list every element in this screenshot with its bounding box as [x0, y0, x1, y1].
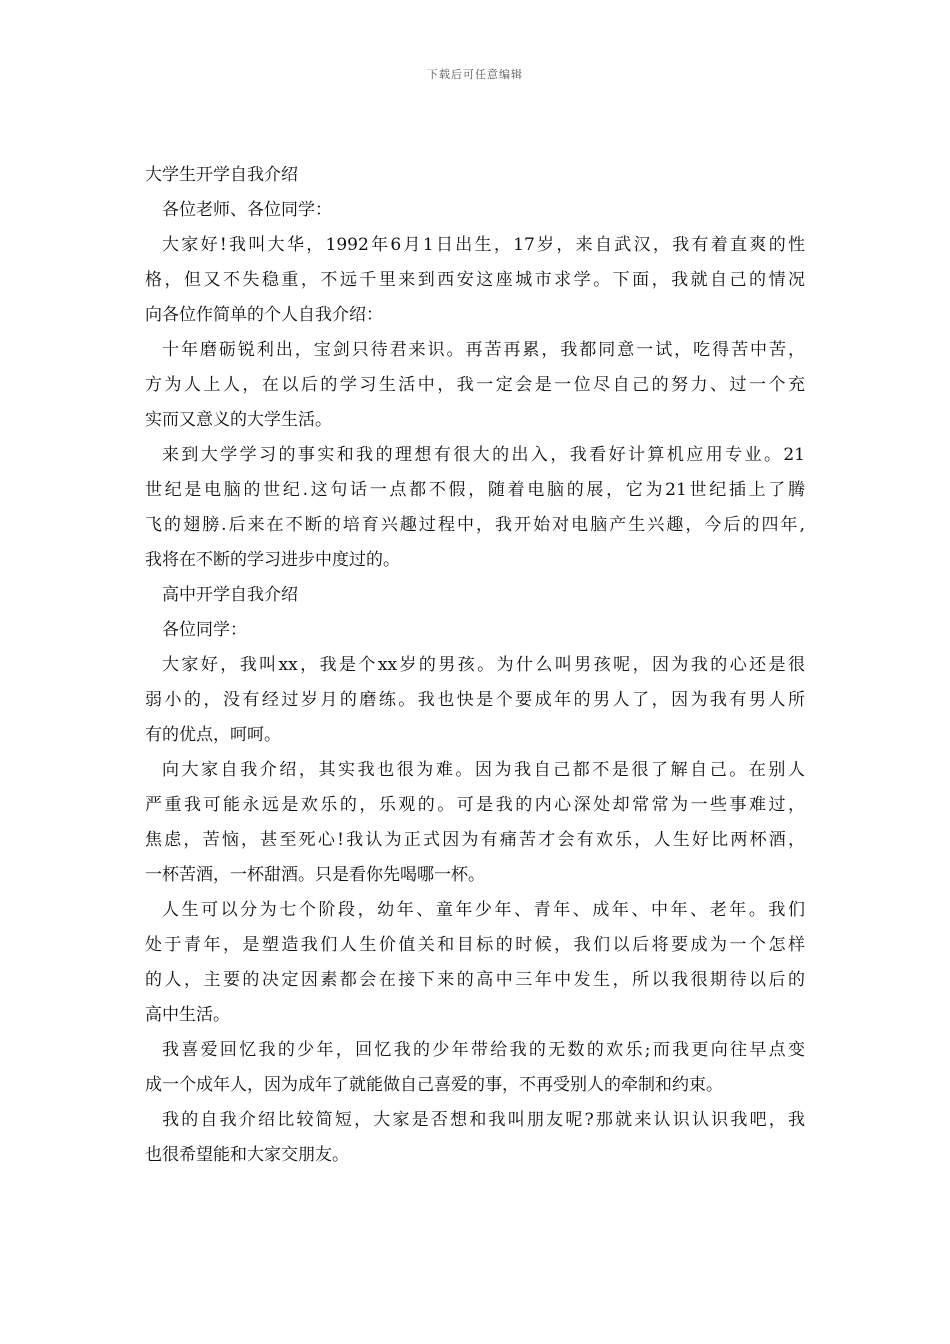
text-line: 各位同学： — [162, 620, 247, 640]
text-line: 大家好!我叫大华，1992年6月1日出生，17岁，来自武汉，我有着直爽的性 — [162, 235, 805, 255]
text-line: 也很希望能和大家交朋友。 — [145, 1145, 349, 1165]
text-line: 来到大学学习的事实和我的理想有很大的出入，我看好计算机应用专业。21 — [162, 445, 805, 465]
text-line: 大家好，我叫xx，我是个xx岁的男孩。为什么叫男孩呢，因为我的心还是很 — [162, 655, 805, 675]
document-body — [145, 158, 805, 1173]
text-line: 人生可以分为七个阶段，幼年、童年少年、青年、成年、中年、老年。我们 — [162, 900, 805, 920]
text-line: 处于青年，是塑造我们人生价值关和目标的时候，我们以后将要成为一个怎样 — [145, 935, 805, 955]
text-line: 我喜爱回忆我的少年，回忆我的少年带给我的无数的欢乐;而我更向往早点变 — [162, 1040, 805, 1060]
text-line: 世纪是电脑的世纪.这句话一点都不假，随着电脑的展，它为21世纪插上了腾 — [145, 480, 805, 500]
text-line: 向大家自我介绍，其实我也很为难。因为我自己都不是很了解自己。在别人 — [162, 760, 805, 780]
text-line: 向各位作简单的个人自我介绍： — [145, 305, 383, 325]
text-line: 的人，主要的决定因素都会在接下来的高中三年中发生，所以我很期待以后的 — [145, 970, 805, 990]
text-line: 飞的翅膀.后来在不断的培育兴趣过程中，我开始对电脑产生兴趣，今后的四年, — [145, 515, 805, 535]
text-line: 焦虑，苦恼，甚至死心!我认为正式因为有痛苦才会有欢乐，人生好比两杯酒， — [145, 830, 805, 850]
page-header: 下载后可任意编辑 — [427, 68, 523, 81]
text-line: 高中开学自我介绍 — [162, 585, 298, 605]
text-line: 成一个成年人，因为成年了就能做自己喜爱的事，不再受别人的牵制和约束。 — [145, 1075, 723, 1095]
text-line: 严重我可能永远是欢乐的，乐观的。可是我的内心深处却常常为一些事难过， — [145, 795, 805, 815]
text-line: 一杯苦酒，一杯甜酒。只是看你先喝哪一杯。 — [145, 865, 485, 885]
text-line: 弱小的，没有经过岁月的磨练。我也快是个要成年的男人了，因为我有男人所 — [145, 690, 805, 710]
text-line: 十年磨砺锐利出，宝剑只待君来识。再苦再累，我都同意一试，吃得苦中苦， — [162, 340, 805, 360]
text-line: 我将在不断的学习进步中度过的。 — [145, 550, 400, 570]
text-line: 方为人上人，在以后的学习生活中，我一定会是一位尽自己的努力、过一个充 — [145, 375, 805, 395]
text-line: 大学生开学自我介绍 — [145, 165, 298, 185]
text-line: 各位老师、各位同学： — [162, 200, 332, 220]
text-line: 格，但又不失稳重，不远千里来到西安这座城市求学。下面，我就自己的情况 — [145, 270, 805, 290]
text-line: 实而又意义的大学生活。 — [145, 410, 332, 430]
text-line: 我的自我介绍比较简短，大家是否想和我叫朋友呢?那就来认识认识我吧，我 — [162, 1110, 805, 1130]
text-line: 有的优点，呵呵。 — [145, 725, 281, 745]
text-line: 高中生活。 — [145, 1005, 230, 1025]
